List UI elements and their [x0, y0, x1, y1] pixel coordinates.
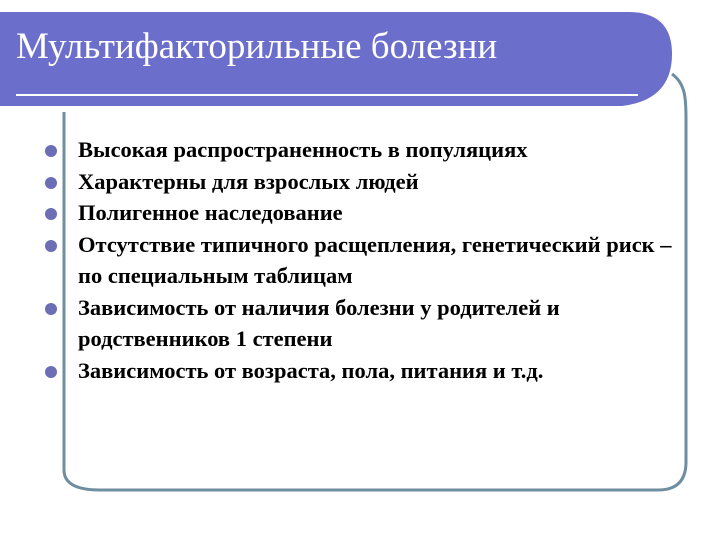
- bullet-list: [45, 134, 685, 386]
- bullet-text: Полигенное наследование: [78, 200, 343, 225]
- bullet-item: [45, 134, 685, 166]
- bullet-text: Зависимость от наличия болезни у родителей и родственников 1 степени: [78, 294, 560, 351]
- slide-title: Мультифакторильные болезни: [16, 26, 498, 67]
- bullet-item: [45, 166, 685, 198]
- bullet-text: Высокая распространенность в популяциях: [78, 137, 528, 162]
- bullet-item: [45, 355, 685, 387]
- bullet-item: [45, 229, 685, 292]
- bullet-dot-icon: [45, 366, 57, 378]
- bullet-dot-icon: [45, 177, 57, 189]
- bullet-dot-icon: [45, 208, 57, 220]
- bullet-text: Зависимость от возраста, пола, питания и т.д.: [78, 357, 544, 383]
- bullet-dot-icon: [45, 145, 57, 157]
- bullet-dot-icon: [45, 240, 57, 252]
- bullet-dot-icon: [45, 303, 57, 315]
- bullet-item: [45, 197, 685, 229]
- bullet-item: [45, 292, 685, 355]
- bullet-text: Характерны для взрослых людей: [78, 168, 419, 194]
- bullet-text: Отсутствие типичного расщепления, генетический риск – по специальным таблицам: [78, 231, 672, 288]
